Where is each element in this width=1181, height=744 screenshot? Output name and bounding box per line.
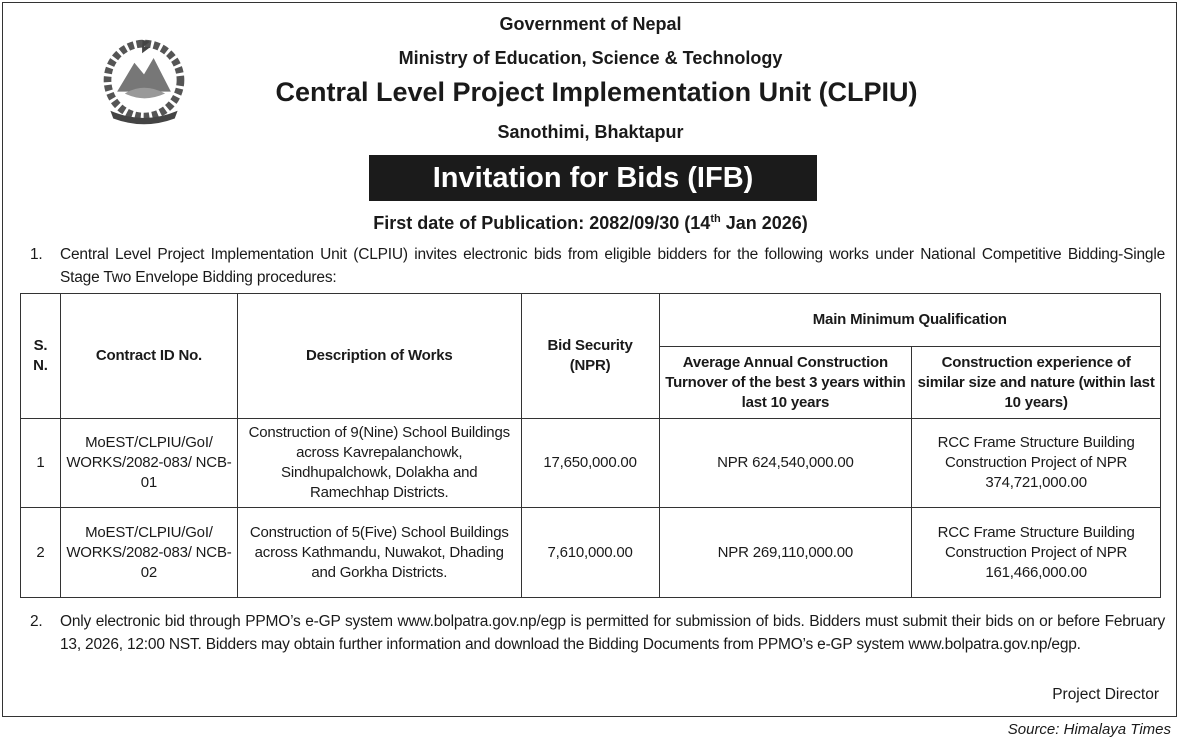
- header-turnover: Average Annual Construction Turnover of the best 3 years within last 10 years: [659, 347, 912, 419]
- cell-turnover: NPR 269,110,000.00: [659, 508, 912, 598]
- paragraph-number: 2.: [30, 613, 43, 630]
- cell-experience: RCC Frame Structure Building Construction Project of NPR 374,721,000.00: [912, 419, 1161, 508]
- cell-experience: RCC Frame Structure Building Construction Project of NPR 161,466,000.00: [912, 508, 1161, 598]
- header-contract: Contract ID No.: [60, 294, 237, 419]
- cell-security: 7,610,000.00: [521, 508, 659, 598]
- header-description: Description of Works: [237, 294, 521, 419]
- table-row: [21, 508, 1161, 598]
- cell-contract: MoEST/CLPIU/GoI/ WORKS/2082-083/ NCB-02: [60, 508, 237, 598]
- header-qualification: Main Minimum Qualification: [659, 294, 1160, 347]
- source-credit: Source: Himalaya Times: [1007, 721, 1171, 738]
- table-row: [21, 419, 1161, 508]
- header-sn: S. N.: [21, 294, 61, 419]
- cell-description: Construction of 5(Five) School Buildings across Kathmandu, Nuwakot, Dhading and Gorkha Districts.: [237, 508, 521, 598]
- cell-description: Construction of 9(Nine) School Buildings across Kavrepalanchowk, Sindhupalchowk, Dolakha and Ramechhap Districts.: [237, 419, 521, 508]
- location: Sanothimi, Bhaktapur: [497, 122, 684, 142]
- paragraph-1: [30, 243, 1165, 289]
- publication-date: First date of Publication: 2082/09/30 (14th Jan 2026): [373, 213, 808, 233]
- government-title: Government of Nepal: [499, 14, 682, 34]
- ifb-title: Invitation for Bids (IFB): [369, 155, 817, 201]
- paragraph-2: [30, 610, 1165, 656]
- paragraph-number: 1.: [30, 246, 43, 263]
- paragraph-text: Central Level Project Implementation Unit (CLPIU) invites electronic bids from eligible bidders for the following works under National Competitive Bidding-Single Stage Two Envelope Bidding procedures:: [60, 246, 1165, 286]
- header-security: Bid Security (NPR): [521, 294, 659, 419]
- cell-turnover: NPR 624,540,000.00: [659, 419, 912, 508]
- cell-security: 17,650,000.00: [521, 419, 659, 508]
- unit-title: Central Level Project Implementation Unit (CLPIU): [275, 77, 918, 107]
- signature: Project Director: [1052, 686, 1159, 703]
- table-header-row: [21, 294, 1161, 347]
- cell-sn: 1: [21, 419, 61, 508]
- header-experience: Construction experience of similar size and nature (within last 10 years): [912, 347, 1161, 419]
- ministry-title: Ministry of Education, Science & Technology: [398, 48, 783, 68]
- bids-table: [20, 293, 1161, 598]
- paragraph-text: Only electronic bid through PPMO’s e-GP system www.bolpatra.gov.np/egp is permitted for submission of bids. Bidders must submit their bids on or before February 13, 2026, 12:00 NST. Bidders may obtain further information and download the Bidding Documents from PPMO’s e-GP system www.bolpatra.gov.np/egp.: [60, 613, 1165, 653]
- cell-sn: 2: [21, 508, 61, 598]
- cell-contract: MoEST/CLPIU/GoI/ WORKS/2082-083/ NCB-01: [60, 419, 237, 508]
